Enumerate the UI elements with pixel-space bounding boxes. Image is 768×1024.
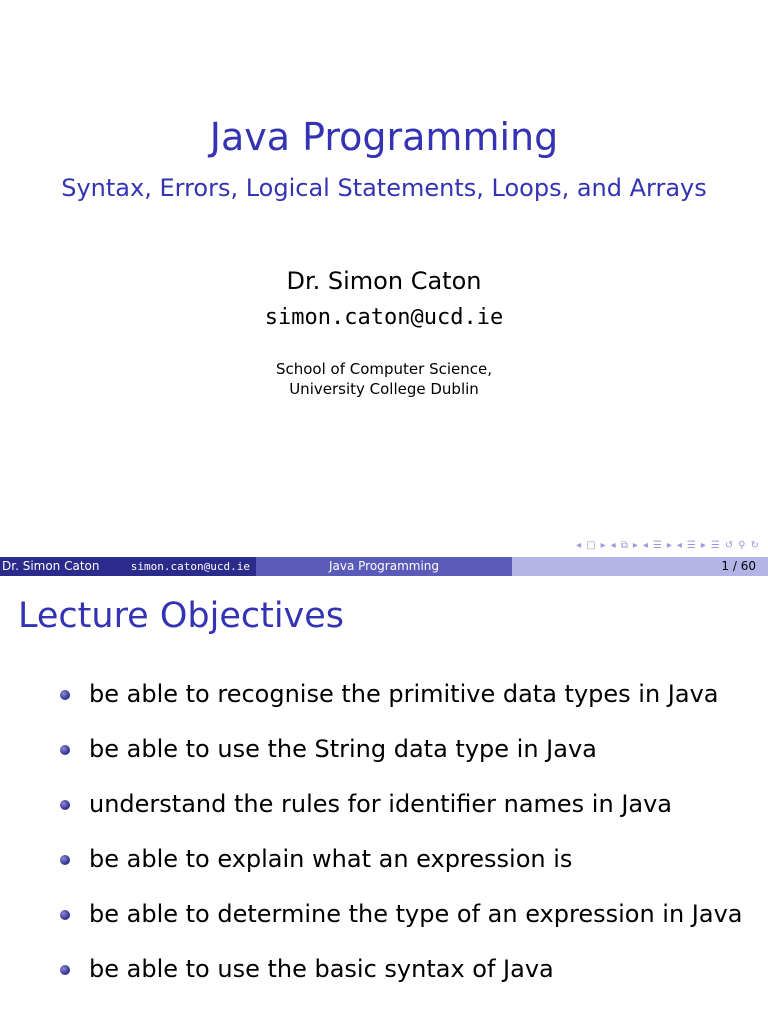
list-item-text: be able to explain what an expression is bbox=[89, 845, 573, 873]
search-forward-icon[interactable]: ↻ bbox=[750, 539, 760, 551]
footer-author: Dr. Simon Caton bbox=[2, 559, 100, 573]
bullet-icon bbox=[60, 800, 70, 810]
prev-slide-icon[interactable]: ◂ bbox=[576, 539, 583, 551]
footer-page-number: 1 / 60 bbox=[512, 557, 768, 576]
next-slide-icon[interactable]: ▸ bbox=[600, 539, 607, 551]
presentation-subtitle: Syntax, Errors, Logical Statements, Loops, and Arrays bbox=[61, 174, 707, 202]
objectives-list bbox=[60, 676, 750, 1006]
list-item-text: be able to recognise the primitive data types in Java bbox=[89, 680, 719, 708]
list-item bbox=[60, 951, 750, 987]
section-icon[interactable]: ☰ bbox=[686, 539, 697, 551]
subsection-icon[interactable]: ☰ bbox=[652, 539, 663, 551]
beamer-navigation-bar bbox=[576, 538, 760, 552]
frame-title: Lecture Objectives bbox=[18, 596, 345, 636]
toc-icon[interactable]: ☰ bbox=[710, 539, 721, 551]
presentation-title: Java Programming bbox=[209, 115, 559, 159]
author-name: Dr. Simon Caton bbox=[286, 267, 482, 295]
list-item bbox=[60, 841, 750, 877]
footer-author-block bbox=[0, 557, 256, 576]
slide-icon[interactable]: □ bbox=[586, 539, 597, 551]
frame-icon[interactable]: ⧉ bbox=[620, 539, 629, 551]
zoom-icon[interactable]: ⚲ bbox=[738, 539, 747, 551]
list-item-text: be able to determine the type of an expression in Java bbox=[89, 900, 743, 928]
list-item-text: be able to use the String data type in Java bbox=[89, 735, 597, 763]
bullet-icon bbox=[60, 965, 70, 975]
prev-section-icon[interactable]: ◂ bbox=[676, 539, 683, 551]
bullet-icon bbox=[60, 745, 70, 755]
footer-short-title: Java Programming bbox=[256, 557, 512, 576]
bullet-icon bbox=[60, 855, 70, 865]
list-item bbox=[60, 896, 750, 932]
prev-frame-icon[interactable]: ◂ bbox=[610, 539, 617, 551]
list-item bbox=[60, 786, 750, 822]
list-item-text: be able to use the basic syntax of Java bbox=[89, 955, 554, 983]
next-frame-icon[interactable]: ▸ bbox=[632, 539, 639, 551]
next-section-icon[interactable]: ▸ bbox=[700, 539, 707, 551]
footer-email: simon.caton@ucd.ie bbox=[130, 560, 250, 573]
list-item bbox=[60, 676, 750, 712]
author-email: simon.caton@ucd.ie bbox=[264, 305, 504, 330]
list-item-text: understand the rules for identifier names in Java bbox=[89, 790, 673, 818]
search-back-icon[interactable]: ↺ bbox=[724, 539, 735, 551]
prev-subsection-icon[interactable]: ◂ bbox=[642, 539, 649, 551]
slide-footer bbox=[0, 557, 768, 576]
list-item bbox=[60, 731, 750, 767]
bullet-icon bbox=[60, 690, 70, 700]
institution-university: University College Dublin bbox=[289, 380, 479, 398]
bullet-icon bbox=[60, 910, 70, 920]
institution-school: School of Computer Science, bbox=[275, 360, 493, 378]
next-subsection-icon[interactable]: ▸ bbox=[666, 539, 673, 551]
objectives-slide bbox=[0, 576, 768, 1024]
